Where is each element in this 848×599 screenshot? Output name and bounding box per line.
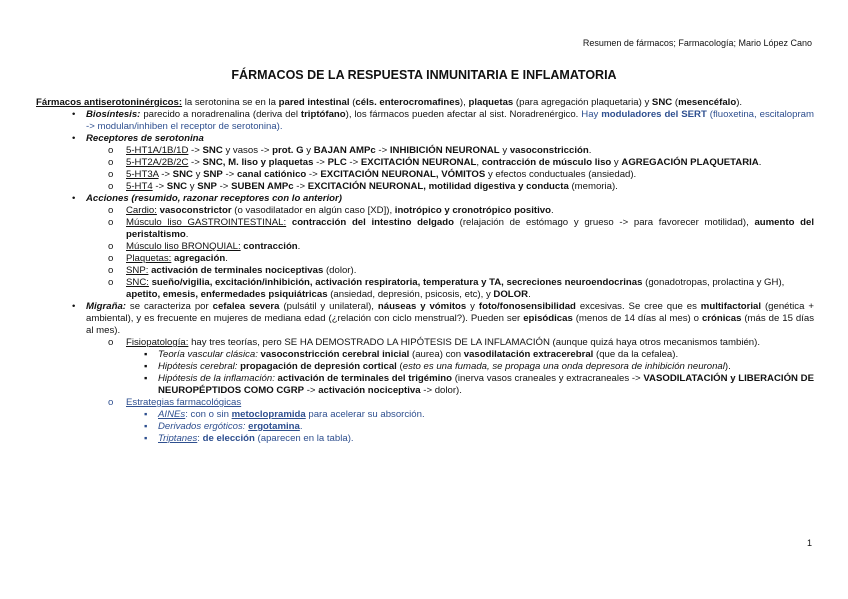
- bullet-icon: •: [72, 193, 76, 204]
- circle-bullet-icon: o: [108, 157, 114, 168]
- document-title: FÁRMACOS DE LA RESPUESTA INMUNITARIA E INFLAMATORIA: [231, 68, 617, 82]
- circle-bullet-icon: o: [108, 397, 114, 408]
- circle-bullet-icon: o: [108, 277, 114, 288]
- square-bullet-icon: ▪: [144, 349, 148, 360]
- circle-bullet-icon: o: [108, 205, 114, 216]
- circle-bullet-icon: o: [108, 217, 114, 228]
- page-number: 1: [806, 538, 812, 548]
- accion-cardio: o Cardio: vasoconstrictor (o vasodilatador en algún caso [XD]), inotrópico y cronotrópico positivo.: [108, 205, 554, 216]
- page-header: Resumen de fármacos; Farmacología; Mario López Cano: [582, 38, 812, 48]
- fisiopatologia-item: o Fisiopatología: hay tres teorías, pero SE HA DEMOSTRADO LA HIPÓTESIS DE LA INFLAMACIÓN (aunque quizá haya otros mecanismos también).: [108, 337, 760, 348]
- square-bullet-icon: ▪: [144, 433, 148, 444]
- receptor-item: o 5-HT2A/2B/2C -> SNC, M. liso y plaquetas -> PLC -> EXCITACIÓN NEURONAL, contracción de músculo liso y AGREGACIÓN PLAQUETARIA.: [108, 157, 762, 168]
- square-bullet-icon: ▪: [144, 361, 148, 372]
- teoria-vascular: ▪ Teoría vascular clásica: vasoconstricción cerebral inicial (aurea) con vasodilatación extracerebral (que da la cefalea).: [144, 349, 679, 360]
- bullet-icon: •: [72, 109, 76, 120]
- circle-bullet-icon: o: [108, 265, 114, 276]
- receptor-item: o 5-HT4 -> SNC y SNP -> SUBEN AMPc -> EXCITACIÓN NEURONAL, motilidad digestiva y conducta (memoria).: [108, 181, 618, 192]
- square-bullet-icon: ▪: [144, 409, 148, 420]
- intro-paragraph: Fármacos antiserotoninérgicos: la serotonina se en la pared intestinal (céls. enterocromafines), plaquetas (para agregación plaquetaria) y SNC (mesencéfalo).: [36, 97, 743, 108]
- estrategia-ergoticos: ▪ Derivados ergóticos: ergotamina.: [144, 421, 303, 432]
- circle-bullet-icon: o: [108, 337, 114, 348]
- accion-bronquial: o Músculo liso BRONQUIAL: contracción.: [108, 241, 301, 252]
- square-bullet-icon: ▪: [144, 373, 148, 384]
- estrategia-aines: ▪ AINEs: con o sin metoclopramida para acelerar su absorción.: [144, 409, 425, 420]
- receptor-item: o 5-HT3A -> SNC y SNP -> canal catiónico -> EXCITACIÓN NEURONAL, VÓMITOS y efectos conductuales (ansiedad).: [108, 169, 637, 180]
- acciones-heading: • Acciones (resumido, razonar receptores con lo anterior): [72, 193, 342, 204]
- receptores-heading: • Receptores de serotonina: [72, 133, 204, 144]
- intro-term: Fármacos antiserotoninérgicos:: [36, 97, 183, 108]
- estrategias-item: o Estrategias farmacológicas: [108, 397, 242, 408]
- circle-bullet-icon: o: [108, 253, 114, 264]
- circle-bullet-icon: o: [108, 241, 114, 252]
- estrategia-triptanes: ▪ Triptanes: de elección (aparecen en la tabla).: [144, 433, 354, 444]
- accion-snp: o SNP: activación de terminales nociceptivas (dolor).: [108, 265, 357, 276]
- bullet-icon: •: [72, 301, 76, 312]
- hipotesis-inflamacion: ▪ Hipótesis de la inflamación: activación de terminales del trigémino (inerva vasos craneales y extracraneales -> VASODILATACIÓN y LIBERACIÓN DE NEUROPÉPTIDOS COMO CGRP -> activación nociceptiva -> dolor).: [144, 373, 814, 396]
- accion-plaquetas: o Plaquetas: agregación.: [108, 253, 228, 264]
- circle-bullet-icon: o: [108, 181, 114, 192]
- receptor-item: o 5-HT1A/1B/1D -> SNC y vasos -> prot. G y BAJAN AMPc -> INHIBICIÓN NEURONAL y vasoconstricción.: [108, 145, 592, 156]
- circle-bullet-icon: o: [108, 145, 114, 156]
- circle-bullet-icon: o: [108, 169, 114, 180]
- square-bullet-icon: ▪: [144, 421, 148, 432]
- migrana-item: • Migraña: se caracteriza por cefalea severa (pulsátil y unilateral), náuseas y vómitos y foto/fonosensibilidad excesivas. Se cree que es multifactorial (genética + ambiental), y es frecuente en mujeres de mediana edad (¿relación con ciclo menstrual?). Pueden ser episódicas (menos de 14 días al mes) o crónicas (más de 15 días al mes).: [72, 301, 814, 336]
- accion-gastrointestinal: o Músculo liso GASTROINTESTINAL: contracción del intestino delgado (relajación de estómago y grueso -> para favorecer motilidad), aumento del peristaltismo.: [108, 217, 814, 240]
- accion-snc: o SNC: sueño/vigilia, excitación/inhibición, activación respiratoria, temperatura y TA, secreciones neuroendocrinas (gonadotropas, prolactina y GH), apetito, emesis, enfermedades psiquiátricas (ansiedad, depresión, psicosis, etc), y DOLOR.: [108, 277, 785, 300]
- bullet-icon: •: [72, 133, 76, 144]
- hipotesis-cerebral: ▪ Hipótesis cerebral: propagación de depresión cortical (esto es una fumada, se propaga una onda depresora de inhibición neuronal).: [144, 361, 731, 372]
- document-body: [36, 97, 814, 445]
- biosintesis-item: • Biosíntesis: parecido a noradrenalina (deriva del triptófano), los fármacos pueden afectar al sist. Noradrenérgico. Hay moduladores del SERT (fluoxetina, escitalopram -> modulan/inhiben el receptor de serotonina).: [72, 109, 814, 132]
